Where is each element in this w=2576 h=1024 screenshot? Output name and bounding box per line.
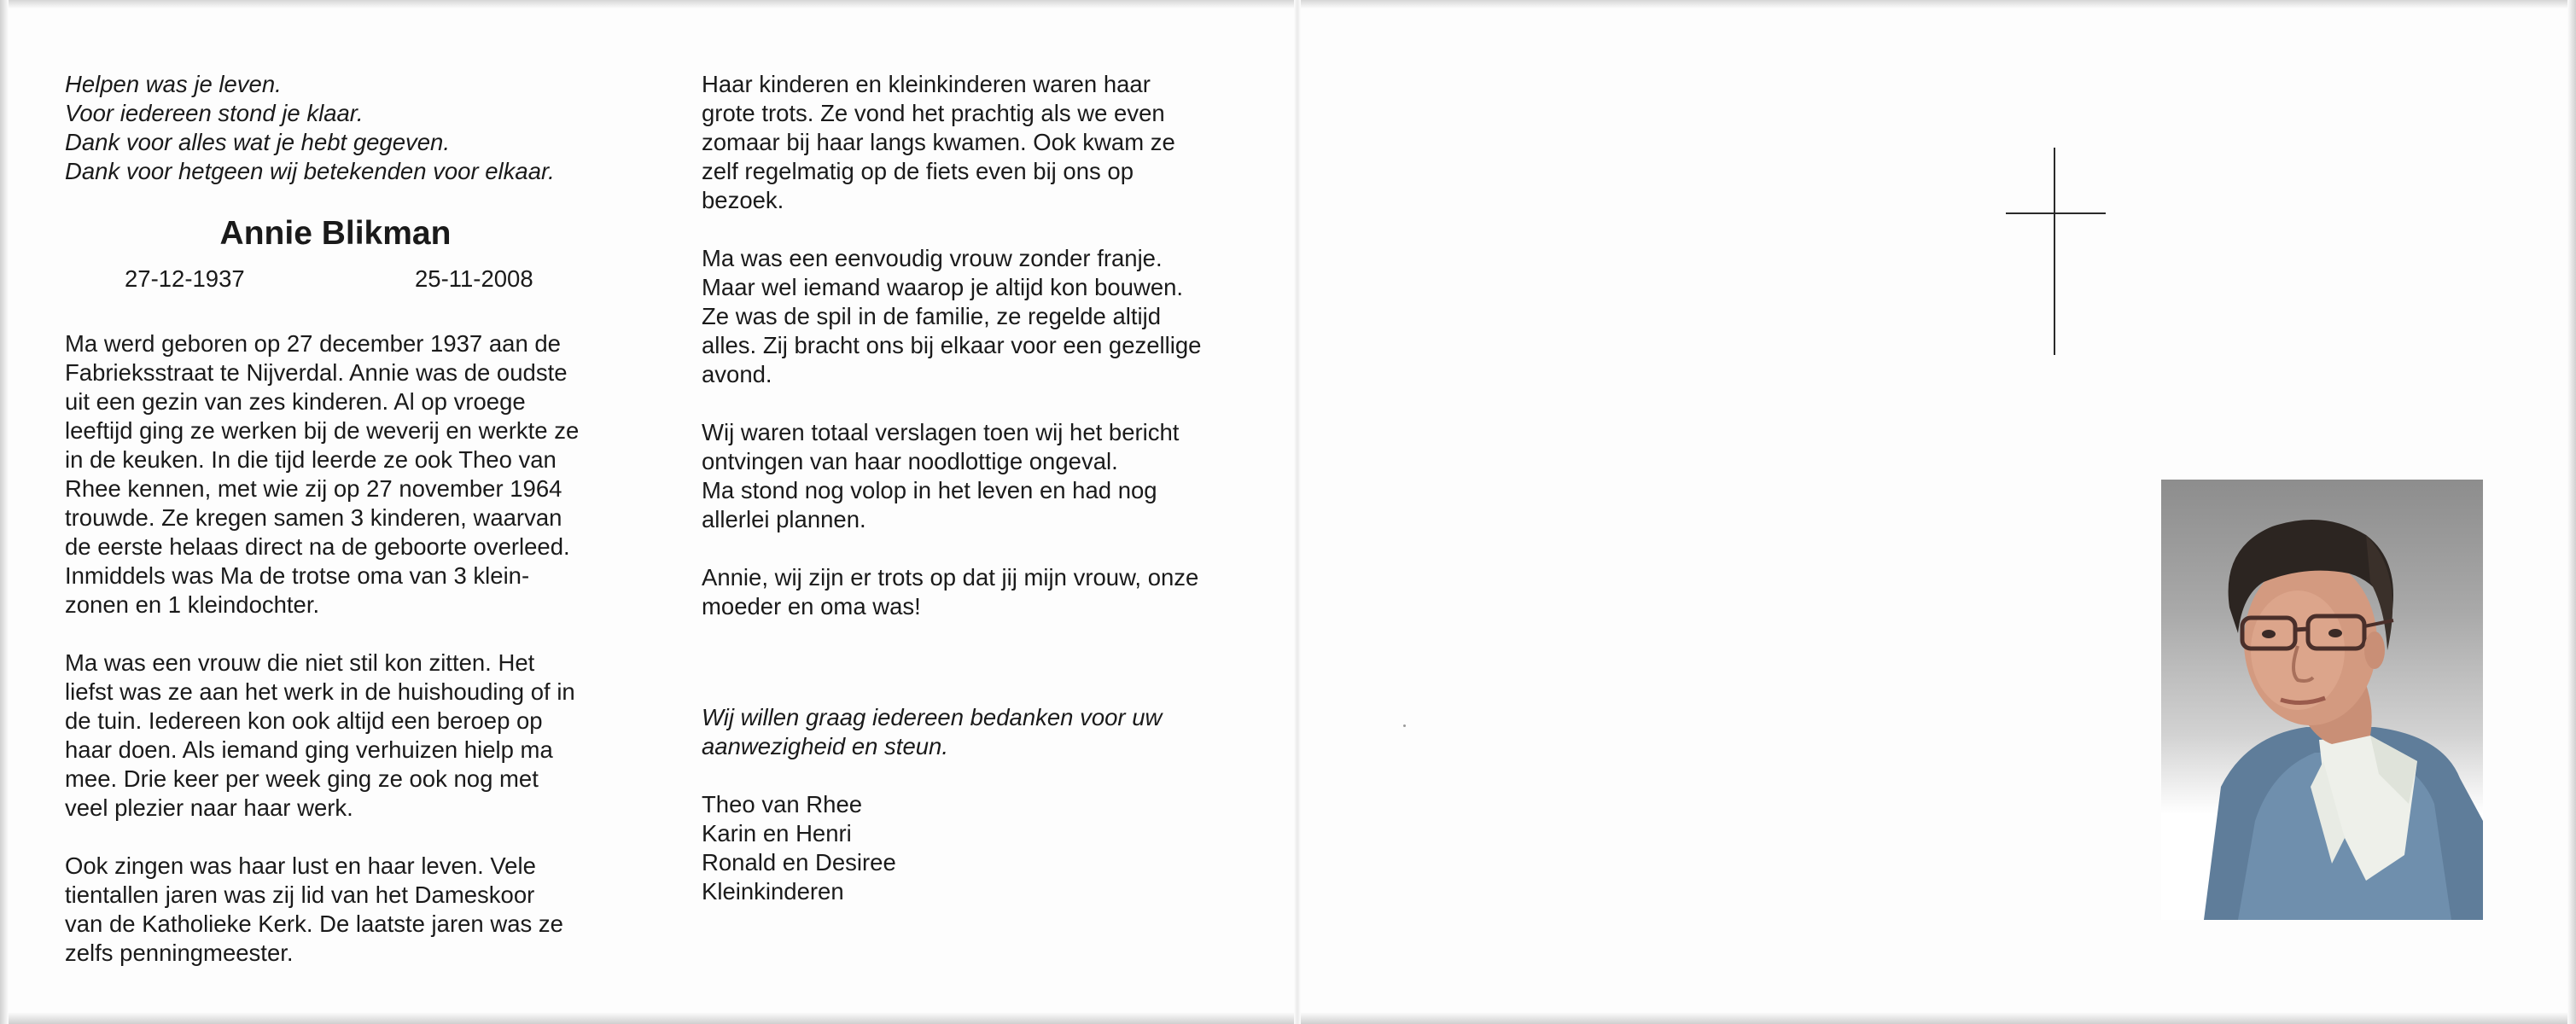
- cross-vertical-bar: [2054, 148, 2055, 355]
- portrait-illustration: [2161, 480, 2483, 920]
- thanks-note: Wij willen graag iedereen bedanken voor uw aanwezigheid en steun.: [702, 704, 1163, 759]
- deceased-name: Annie Blikman: [219, 215, 452, 252]
- portrait-photo: [2161, 480, 2483, 920]
- memorial-paragraph: Ma was een eenvoudig vrouw zonder franje. Maar wel iemand waarop je altijd kon bouwen. Ze was de spil in de familie, ze regelde altijd alles. Zij bracht ons bij elkaar voor een gezellige avond.: [702, 245, 1202, 387]
- cross-horizontal-bar: [2006, 212, 2106, 214]
- poem: Helpen was je leven. Voor iedereen stond je klaar. Dank voor alles wat je hebt gegeven. Dank voor hetgeen wij betekenden voor elkaar.: [65, 71, 555, 184]
- biography-paragraph: Ma was een vrouw die niet stil kon zitten. Het liefst was ze aan het werk in de huishouding of in de tuin. Iedereen kon ook altijd een beroep op haar doen. Als iemand ging verhuizen hielp ma mee. Drie keer per week ging ze ook nog met veel plezier naar haar werk.: [65, 649, 575, 821]
- memorial-paragraph: Annie, wij zijn er trots op dat jij mijn vrouw, onze moeder en oma was!: [702, 564, 1199, 620]
- middle-panel: [702, 70, 1250, 935]
- left-panel: [65, 70, 606, 997]
- memorial-paragraph: Haar kinderen en kleinkinderen waren haar grote trots. Ze vond het prachtig als we even zomaar bij haar langs kwamen. Ook kwam ze zelf regelmatig op de fiets even bij ons op bezoek.: [702, 71, 1175, 213]
- life-dates: [65, 265, 606, 294]
- card-edge-top: [0, 0, 2576, 9]
- biography-paragraph: Ma werd geboren op 27 december 1937 aan de Fabrieksstraat te Nijverdal. Annie was de oudste uit een gezin van zes kinderen. Al op vroege leeftijd ging ze werken bij de weverij en werkte ze in de keuken. In die tijd leerde ze ook Theo van Rhee kennen, met wie zij op 27 november 1964 trouwde. Ze kregen samen 3 kinderen, waarvan de eerste helaas direct na de geboorte overleed. Inmiddels was Ma de trotse oma van 3 klein- zonen en 1 kleindochter.: [65, 330, 580, 618]
- family-signatures: Theo van Rhee Karin en Henri Ronald en Desiree Kleinkinderen: [702, 791, 896, 905]
- biography-paragraph: Ook zingen was haar lust en haar leven. Vele tientallen jaren was zij lid van het Dameskoor van de Katholieke Kerk. De laatste jaren was ze zelfs penningmeester.: [65, 852, 563, 966]
- card-edge-left: [0, 0, 9, 1024]
- memorial-paragraph: Wij waren totaal verslagen toen wij het bericht ontvingen van haar noodlottige ongeval. Ma stond nog volop in het leven en had nog allerlei plannen.: [702, 419, 1180, 532]
- card-fold: [1294, 0, 1301, 1024]
- card-edge-right: [2567, 0, 2576, 1024]
- death-date: 25-11-2008: [415, 265, 533, 292]
- paper-speck: [1403, 724, 1406, 727]
- birth-date: 27-12-1937: [125, 265, 245, 292]
- card-edge-bottom: [0, 1012, 2576, 1024]
